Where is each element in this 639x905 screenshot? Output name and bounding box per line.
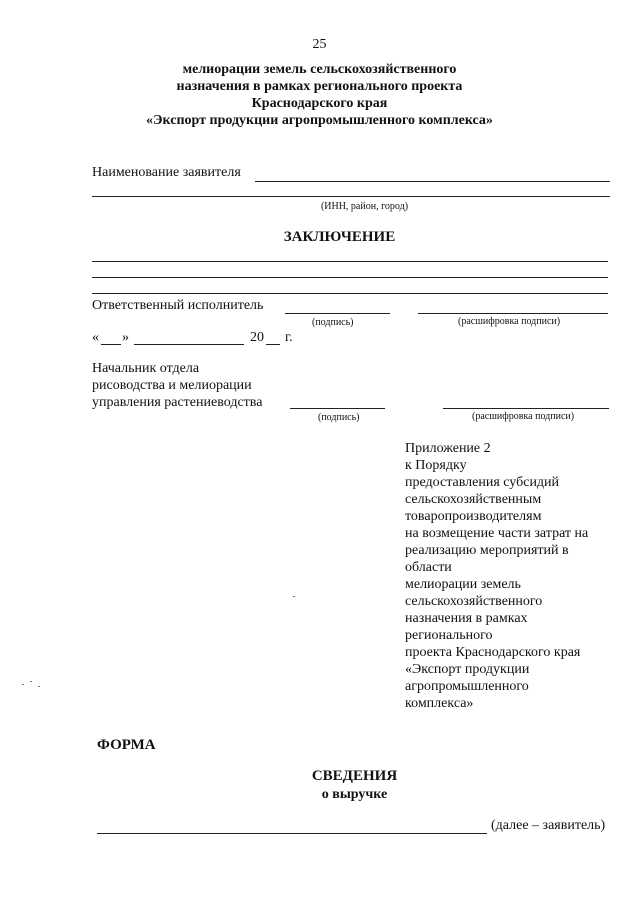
chief-signature-line[interactable] — [290, 408, 385, 409]
info-title: СВЕДЕНИЯ — [311, 768, 398, 784]
conclusion-line-2[interactable] — [92, 277, 608, 278]
appendix-line-2: к Порядку — [405, 458, 467, 473]
appendix-block — [405, 440, 625, 712]
applicant-name-line[interactable] — [255, 181, 610, 182]
form-label: ФОРМА — [97, 737, 156, 753]
scan-speck — [22, 684, 24, 685]
appendix-line-15: агропромышленного — [405, 679, 529, 694]
responsible-label: Ответственный исполнитель — [92, 298, 264, 313]
applicant-label: Наименование заявителя — [92, 165, 241, 180]
chief-decode-caption: (расшифровка подписи) — [472, 411, 575, 422]
chief-decode-line[interactable] — [443, 408, 609, 409]
appendix-line-5: товаропроизводителям — [405, 509, 542, 524]
info-subtitle: о выручке — [321, 787, 388, 802]
heading-line-1: мелиорации земель сельскохозяйственного — [182, 62, 457, 77]
conclusion-title: ЗАКЛЮЧЕНИЕ — [283, 229, 396, 245]
appendix-line-3: предоставления субсидий — [405, 475, 560, 490]
chief-line-1: Начальник отдела — [92, 361, 200, 376]
appendix-line-8: области — [405, 560, 452, 575]
date-year-line[interactable] — [266, 344, 280, 345]
chief-signature-caption: (подпись) — [318, 412, 360, 423]
appendix-line-13: проекта Краснодарского края — [405, 645, 581, 660]
date-close-quote: » — [122, 330, 129, 345]
responsible-signature-line[interactable] — [285, 313, 390, 314]
appendix-line-16: комплекса» — [405, 696, 474, 711]
responsible-decode-line[interactable] — [418, 313, 608, 314]
chief-line-3: управления растениеводства — [92, 395, 263, 410]
conclusion-line-1[interactable] — [92, 261, 608, 262]
date-day-line[interactable] — [101, 344, 121, 345]
appendix-line-10: сельскохозяйственного — [405, 594, 543, 609]
heading-line-2: назначения в рамках регионального проекта — [176, 79, 463, 94]
responsible-decode-caption: (расшифровка подписи) — [458, 316, 561, 327]
heading-line-4: «Экспорт продукции агропромышленного комплекса» — [146, 113, 493, 128]
appendix-line-6: на возмещение части затрат на — [405, 526, 589, 541]
appendix-line-7: реализацию мероприятий в — [405, 543, 569, 558]
applicant-note: (далее – заявитель) — [491, 818, 606, 833]
appendix-line-9: мелиорации земель — [405, 577, 521, 592]
date-year-suffix: г. — [285, 330, 293, 345]
appendix-line-1: Приложение 2 — [405, 441, 491, 456]
appendix-line-4: сельскохозяйственным — [405, 492, 542, 507]
applicant-caption: (ИНН, район, город) — [320, 201, 409, 212]
date-month-line[interactable] — [134, 344, 244, 345]
heading-line-3: Краснодарского края — [251, 96, 388, 111]
scan-speck — [38, 686, 40, 687]
appendix-line-12: регионального — [405, 628, 493, 643]
scan-speck — [30, 681, 32, 682]
date-open-quote: « — [92, 330, 99, 345]
scan-speck — [293, 596, 295, 597]
applicant-name-line-2[interactable] — [92, 196, 610, 197]
appendix-line-11: назначения в рамках — [405, 611, 528, 626]
applicant-full-name-line[interactable] — [97, 833, 487, 834]
page-number: 25 — [312, 37, 327, 52]
responsible-signature-caption: (подпись) — [312, 317, 354, 328]
conclusion-line-3[interactable] — [92, 293, 608, 294]
date-year-prefix: 20 — [250, 330, 264, 345]
chief-line-2: рисоводства и мелиорации — [92, 378, 252, 393]
appendix-line-14: «Экспорт продукции — [405, 662, 530, 677]
